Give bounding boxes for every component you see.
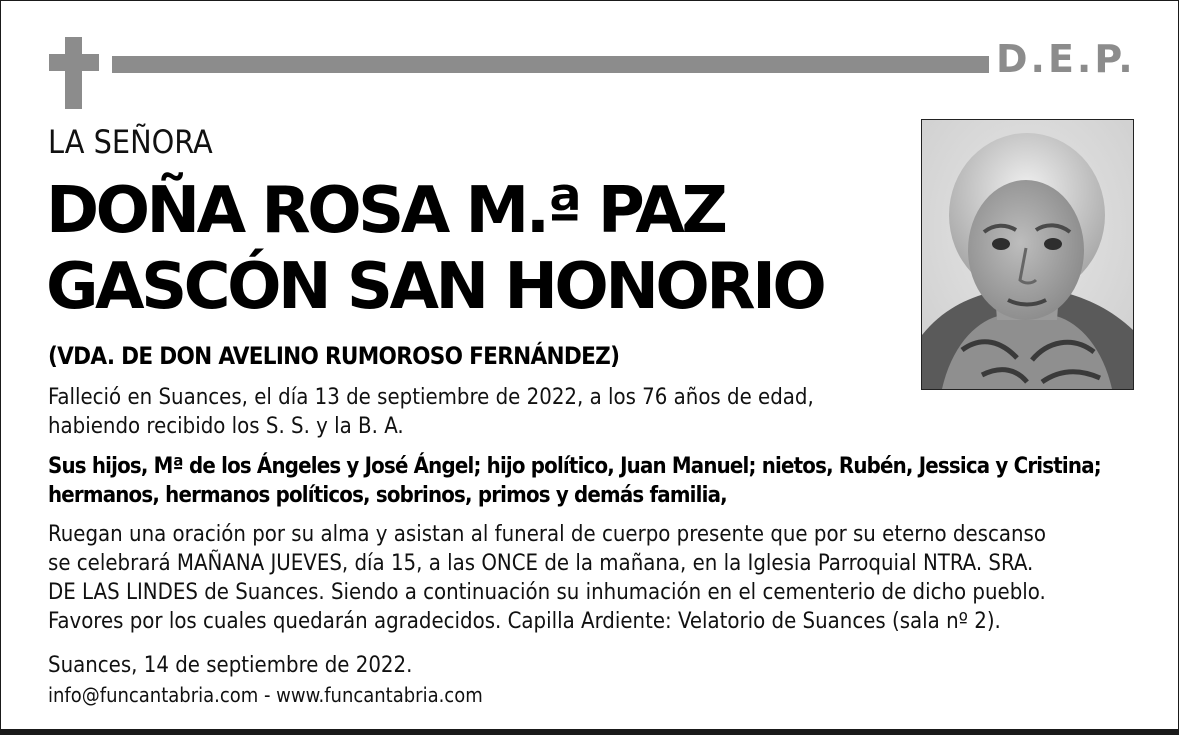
death-notice-line: habiendo recibido los S. S. y la B. A. (48, 414, 404, 439)
family-line: hermanos, hermanos políticos, sobrinos, primos y demás familia, (48, 483, 727, 508)
cross-icon-horizontal-bar (49, 54, 99, 71)
dep-label: D.E.P. (996, 37, 1136, 81)
death-notice-line: Falleció en Suances, el día 13 de septiembre de 2022, a los 76 años de edad, (48, 385, 814, 410)
header-rule (112, 56, 989, 73)
contact-info: info@funcantabria.com - www.funcantabria.com (48, 683, 483, 707)
deceased-name (46, 173, 823, 325)
funeral-line: Favores por los cuales quedarán agradecidos. Capilla Ardiente: Velatorio de Suances (sala nº 2). (48, 609, 1001, 634)
deceased-name-line-2: GASCÓN SAN HONORIO (46, 250, 824, 324)
funeral-line: se celebrará MAÑANA JUEVES, día 15, a las ONCE de la mañana, en la Iglesia Parroquial NTRA. SRA. (48, 551, 1034, 576)
family-line: Sus hijos, Mª de los Ángeles y José Ángel; hijo político, Juan Manuel; nietos, Rubén, Jessica y Cristina; (48, 454, 1101, 479)
honorific-label: LA SEÑORA (48, 123, 213, 161)
portrait-illustration (922, 120, 1133, 389)
place-date: Suances, 14 de septiembre de 2022. (48, 653, 413, 678)
death-notice-paragraph (48, 383, 814, 441)
funeral-paragraph (48, 520, 1046, 636)
funeral-line: DE LAS LINDES de Suances. Siendo a continuación su inhumación en el cementerio de dicho pueblo. (48, 580, 1046, 605)
funeral-line: Ruegan una oración por su alma y asistan al funeral de cuerpo presente que por su eterno descanso (48, 522, 1046, 547)
portrait-photo (921, 119, 1134, 390)
widow-of-text: (VDA. DE DON AVELINO RUMOROSO FERNÁNDEZ) (48, 342, 620, 370)
cross-icon-vertical-bar (65, 37, 82, 109)
deceased-name-line-1: DOÑA ROSA M.ª PAZ (46, 174, 725, 248)
family-paragraph (48, 452, 1101, 510)
